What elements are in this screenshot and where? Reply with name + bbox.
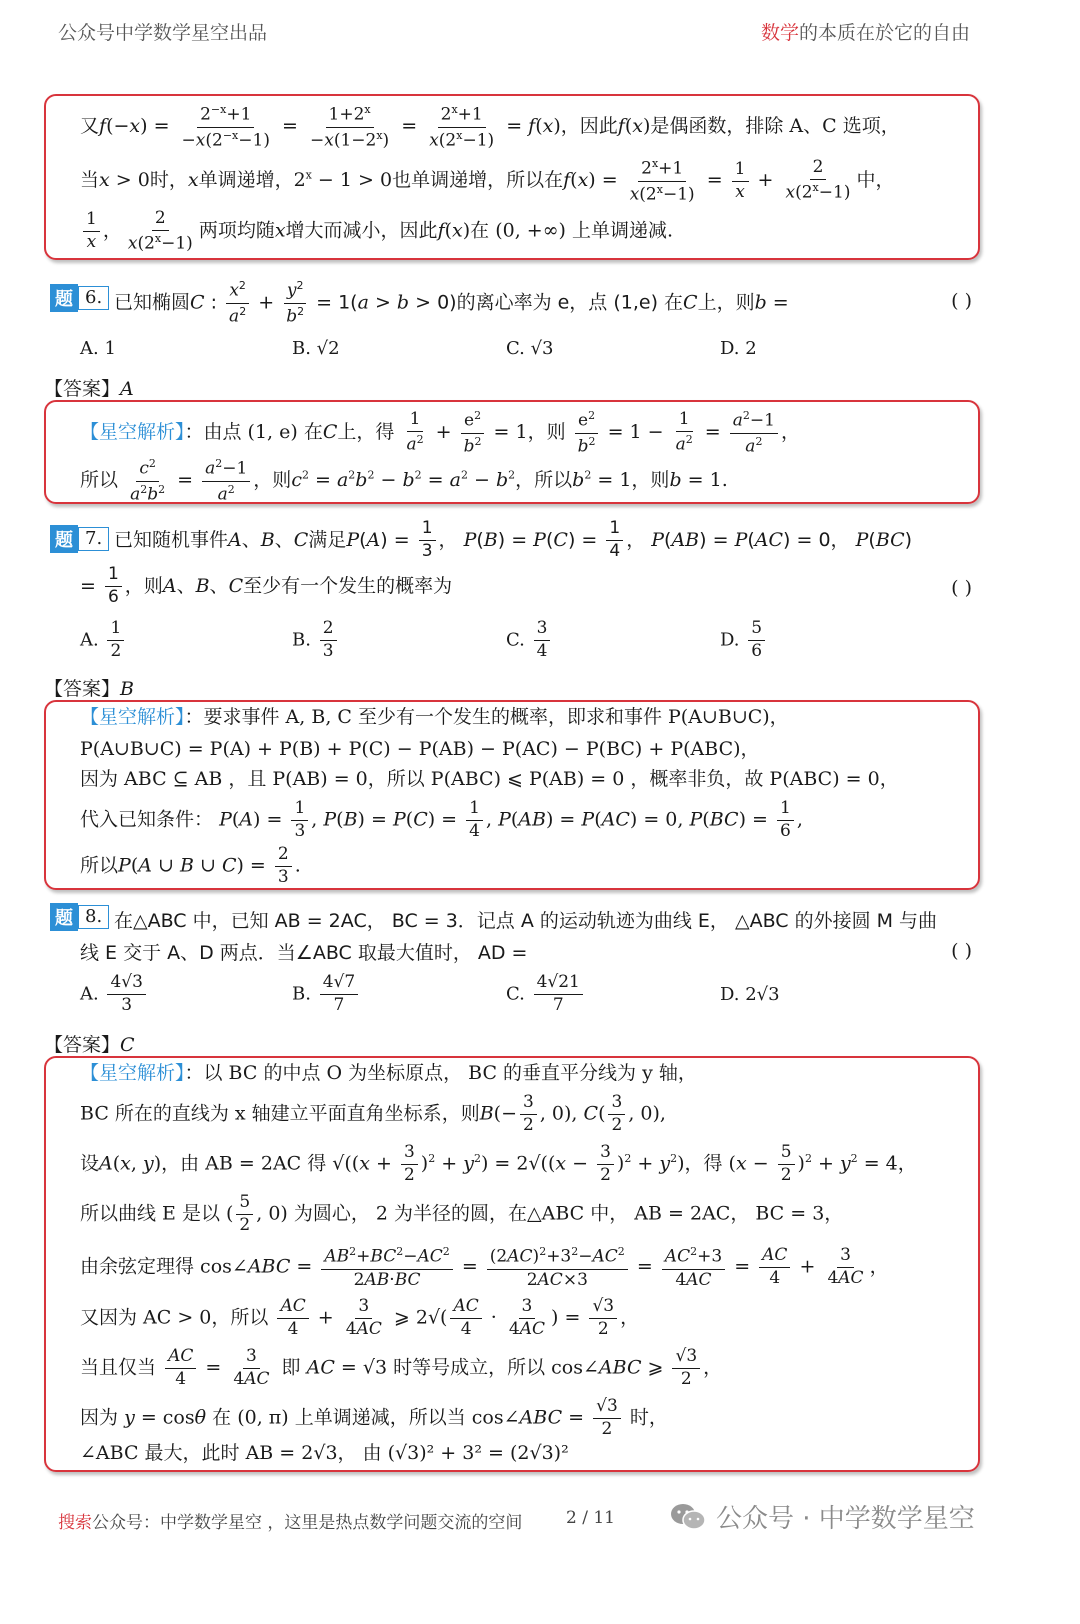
q8-label bbox=[50, 904, 109, 930]
q6-solution-line2: 所以 $\frac{c^2}{a^2b^2}$ = $\frac{a^2-1}{a^2}$ ，则$c^2 = a^2b^2 - b^2 = a^2 - b^2$，所以$b^2 = 1$，则b = 1. bbox=[80, 457, 728, 505]
q7-stem-line2: = $\frac{1}{6}$ ，则A、B、C至少有一个发生的概率为 bbox=[80, 564, 453, 607]
q8-option-b-label: B. bbox=[292, 983, 311, 1005]
q8-sol7-a: 当且仅当 bbox=[80, 1356, 157, 1379]
q7-label bbox=[50, 526, 109, 552]
q7-option-c-label: C. bbox=[506, 629, 525, 651]
q7-solution-line4: 代入已知条件： P(A) = $\frac{1}{3}$ , P(B) = P(C) = $\frac{1}{4}$ , P(AB) = P(AC) = 0, P(BC) = $\frac{1}{6}$ , bbox=[80, 798, 803, 841]
q8-option-a-den: 3 bbox=[121, 994, 133, 1015]
q8-solution-line9: ∠ABC 最大，此时 AB = 2√3， 由 (√3)² + 3² = (2√3)² bbox=[80, 1442, 569, 1464]
q8-answer-value: C bbox=[120, 1034, 135, 1056]
q7-option-d bbox=[720, 620, 768, 661]
q7-solution-line2: P(A∪B∪C) = P(A) + P(B) + P(C) − P(AB) − P(AC) − P(BC) + P(ABC)， bbox=[80, 738, 760, 760]
q7-option-c-den: 4 bbox=[536, 640, 548, 661]
q8-answer-label: 【答案】 bbox=[44, 1034, 121, 1056]
q5-line1-tail2: 是偶函数，排除 A、C 选项， bbox=[650, 115, 900, 137]
q8-stem-line1: 在△ABC 中，已知 AB = 2AC， BC = 3．记点 A 的运动轨迹为曲线 E， △ABC 的外接圆 M 与曲 bbox=[114, 910, 938, 932]
q6-label bbox=[50, 285, 109, 311]
q8-number: 8. bbox=[78, 905, 109, 929]
q5-solution-line1: 又f(−x) = $\frac{2^{-x}+1}{-x(2^{-x}-1)}$ = $\frac{1+2^x}{-x(1-2^x)}$ = $\frac{2^x+1}{x(2^x-1)}$ = f(x)，因此f(x)是偶函数，排除 A、C 选项， bbox=[80, 103, 900, 151]
header-accent: 数学 bbox=[760, 22, 799, 44]
q7-option-c bbox=[506, 620, 553, 661]
q7-stem-d: 至少有一个发生的概率为 bbox=[243, 574, 453, 597]
q6-stem-a: 已知椭圆 bbox=[114, 291, 191, 314]
q6-answer-label: 【答案】 bbox=[44, 378, 121, 400]
footer-search: 搜索 bbox=[58, 1513, 92, 1533]
q8-sol7-c: 时等号成立，所以 bbox=[393, 1356, 546, 1379]
q5-line2-b: 时， bbox=[149, 169, 188, 191]
q8-sol2-a: BC 所在的直线为 x 轴建立平面直角坐标系，则 bbox=[80, 1102, 480, 1125]
q8-option-b bbox=[292, 974, 361, 1015]
q5-line3-b: 两项均随 bbox=[198, 219, 275, 242]
q6-answer bbox=[44, 374, 134, 401]
q5-line3-d: 在 bbox=[470, 219, 490, 242]
q8-sol7-b: 即 bbox=[281, 1356, 301, 1379]
q6-sol1-b: 上，得 bbox=[337, 421, 395, 443]
q6-sol2-b: ，则 bbox=[253, 469, 292, 491]
q6-option-c: C. √3 bbox=[506, 338, 554, 359]
q6-solution-line1: 【星空解析】：由点 (1, e) 在C上，得 $\frac{1}{a^2}$ + $\frac{e^2}{b^2}$ = 1，则 $\frac{e^2}{b^2}$ = 1 − $\frac{1}{a^2}$ = $\frac{a^2-1}{a^2}$ ， bbox=[80, 409, 800, 457]
q5-line2-e: 中， bbox=[856, 169, 895, 191]
q8-solution-line8: 因为 y = cosθ 在 (0, π) 上单调递减，所以当 cos∠ABC = $\frac{√3}{2}$ 时， bbox=[80, 1396, 668, 1439]
q6-answer-value: A bbox=[120, 378, 134, 400]
q6-stem-b: 的离心率为 e，点 (1,e) 在 bbox=[456, 291, 684, 314]
q7-sol5-a: 所以 bbox=[80, 854, 119, 877]
q7-option-d-label: D. bbox=[720, 629, 740, 651]
q6-stem: 已知椭圆C : $\frac{x^2}{a^2}$ + $\frac{y^2}{b^2}$ = 1(a > b > 0)的离心率为 e，点 (1,e) 在C上，则b = bbox=[114, 279, 789, 327]
q8-option-b-den: 7 bbox=[333, 994, 345, 1015]
q7-sol-label: 【星空解析】 bbox=[80, 706, 185, 728]
q5-line3-e: 上单调递减. bbox=[572, 219, 674, 242]
q7-option-a bbox=[80, 620, 127, 661]
q6-sol1-a: ：由点 (1, e) 在 bbox=[184, 421, 323, 443]
q8-sol4-a: 所以曲线 E 是以 bbox=[80, 1202, 220, 1225]
q7-number: 7. bbox=[78, 527, 109, 551]
q8-sol5-a: 由余弦定理得 bbox=[80, 1255, 195, 1278]
q8-sol4-b: 为圆心， 2 为半径的圆，在△ABC 中， AB = 2AC， BC = 3， bbox=[293, 1202, 844, 1225]
q6-answer-paren: ( ) bbox=[951, 290, 972, 312]
q6-sol2-a: 所以 bbox=[80, 469, 119, 491]
q7-option-d-num: 5 bbox=[748, 620, 765, 641]
q7-option-a-den: 2 bbox=[110, 640, 122, 661]
q8-sol8-a: 因为 bbox=[80, 1406, 119, 1429]
q6-option-d: D. 2 bbox=[720, 338, 757, 359]
q7-option-c-num: 3 bbox=[534, 620, 551, 641]
q5-line2-c: 单调递增， bbox=[198, 169, 294, 191]
q8-sol3-a: 设 bbox=[80, 1152, 100, 1175]
q8-stem-line2: 线 E 交于 A、D 两点．当∠ABC 取最大值时， AD = bbox=[80, 942, 528, 964]
q7-stem-c: 则 bbox=[143, 574, 163, 597]
header-left: 公众号中学数学星空出品 bbox=[58, 22, 268, 44]
q6-sol2-d: ，则 bbox=[631, 469, 670, 491]
q6-number: 6. bbox=[78, 286, 109, 310]
q6-tag: 题 bbox=[50, 284, 78, 312]
q6-sol2-c: ，所以 bbox=[515, 469, 573, 491]
q6-option-b: B. √2 bbox=[292, 338, 340, 359]
q8-sol8-d: 时， bbox=[629, 1406, 668, 1429]
footer-desc: 公众号：中学数学星空 ，这里是热点数学问题交流的空间 bbox=[92, 1513, 523, 1533]
q5-line2-d: 也单调递增，所以在 bbox=[392, 169, 564, 191]
q8-solution-line3: 设A(x, y)，由 AB = 2AC 得 √((x + $\frac{3}{2}$ )$^2 + y^2) = 2√((x$ − $\frac{3}{2}$ )$^2 + y^2$)，得 (x − $\frac{5}{2}$ )$^2 + y^2 = 4$， bbox=[80, 1142, 917, 1185]
q8-sol8-b: 在 bbox=[212, 1406, 232, 1429]
q6-stem-c: 上，则 bbox=[697, 291, 755, 314]
q7-solution-line5: 所以P(A ∪ B ∪ C) = $\frac{2}{3}$ . bbox=[80, 844, 301, 887]
q8-solution-line4: 所以曲线 E 是以 ( $\frac{5}{2}$ , 0) 为圆心， 2 为半径的圆，在△ABC 中， AB = 2AC， BC = 3， bbox=[80, 1192, 844, 1235]
q8-sol-label: 【星空解析】 bbox=[80, 1062, 185, 1084]
q8-sol3-c: ，得 bbox=[684, 1152, 723, 1175]
q7-option-b-label: B. bbox=[292, 629, 311, 651]
q8-solution-line5: 由余弦定理得 cos∠ABC = $\frac{AB^2+BC^2-AC^2}{2AB\cdot BC}$ = $\frac{(2AC)^2+3^2-AC^2}{2AC\times 3}$ = $\frac{AC^2+3}{4AC}$ = $\frac{AC}{4}$ + $\frac{3}{4AC}$ ， bbox=[80, 1245, 889, 1290]
q8-option-c-den: 7 bbox=[552, 994, 564, 1015]
q8-option-c-label: C. bbox=[506, 983, 525, 1005]
q7-option-b bbox=[292, 620, 340, 661]
q8-option-c bbox=[506, 974, 586, 1015]
q8-option-a-num: 4√3 bbox=[107, 974, 145, 995]
q7-option-a-num: 1 bbox=[107, 620, 124, 641]
q7-sol4-a: 代入已知条件： bbox=[80, 808, 214, 831]
q7-solution-line1 bbox=[80, 708, 789, 727]
header-motto: 的本质在於它的自由 bbox=[798, 22, 970, 44]
q7-option-d-den: 6 bbox=[751, 640, 763, 661]
q7-option-a-label: A. bbox=[80, 629, 99, 651]
q7-tag: 题 bbox=[50, 525, 78, 553]
q5-line3-c: 增大而减小，因此 bbox=[285, 219, 438, 242]
q8-solution-line7: 当且仅当 $\frac{AC}{4}$ = $\frac{3}{4AC}$ 即 AC = √3 时等号成立，所以 cos∠ABC ⩾ $\frac{√3}{2}$ ， bbox=[80, 1346, 723, 1389]
q8-answer bbox=[44, 1030, 135, 1057]
q5-line2-a: 当 bbox=[80, 169, 100, 191]
q5-line1-text: 又 bbox=[80, 115, 100, 137]
q7-option-b-num: 2 bbox=[320, 620, 337, 641]
q8-sol3-b: ，由 AB = 2AC 得 bbox=[161, 1152, 327, 1175]
footer-text bbox=[58, 1508, 522, 1533]
q7-answer-label: 【答案】 bbox=[44, 678, 121, 700]
watermark bbox=[668, 1498, 975, 1535]
q7-answer-paren: ( ) bbox=[951, 577, 972, 599]
q7-solution-line3: 因为 ABC ⊆ AB ，且 P(AB) = 0，所以 P(ABC) ⩽ P(AB) = 0 ，概率非负，故 P(ABC) = 0， bbox=[80, 768, 899, 790]
page-number: 2 / 11 bbox=[566, 1508, 615, 1528]
q8-answer-paren: ( ) bbox=[951, 940, 972, 962]
q8-option-b-num: 4√7 bbox=[320, 974, 358, 995]
q8-sol8-c: 上单调递减，所以当 bbox=[294, 1406, 466, 1429]
q6-option-a: A. 1 bbox=[80, 338, 116, 359]
watermark-text: 公众号 · 中学数学星空 bbox=[716, 1504, 975, 1534]
q8-sol1: ：以 BC 的中点 O 为坐标原点， BC 的垂直平分线为 y 轴， bbox=[184, 1062, 697, 1084]
q7-stem-b: 满足 bbox=[308, 528, 347, 551]
q8-option-d: D. 2√3 bbox=[720, 984, 780, 1005]
q5-line1-tail: ，因此 bbox=[560, 115, 618, 137]
q6-sol1-c: ，则 bbox=[527, 421, 566, 443]
q7-answer-value: B bbox=[120, 678, 134, 700]
q8-option-a-label: A. bbox=[80, 983, 99, 1005]
wechat-icon bbox=[668, 1501, 708, 1533]
q8-solution-line6: 又因为 AC > 0，所以 $\frac{AC}{4}$ + $\frac{3}{4AC}$ ⩾ 2√( $\frac{AC}{4}$ · $\frac{3}{4AC}$ ) = $\frac{√3}{2}$ ， bbox=[80, 1296, 640, 1339]
q8-solution-line1 bbox=[80, 1064, 697, 1083]
q8-option-c-num: 4√21 bbox=[534, 974, 583, 995]
q8-option-a bbox=[80, 974, 149, 1015]
q7-sol1: ：要求事件 A, B, C 至少有一个发生的概率，即求和事件 P(A∪B∪C)， bbox=[184, 706, 789, 728]
q7-option-b-den: 3 bbox=[322, 640, 334, 661]
header-right bbox=[761, 18, 970, 45]
q6-sol-label: 【星空解析】 bbox=[80, 421, 185, 443]
q7-answer bbox=[44, 674, 134, 701]
q8-tag: 题 bbox=[50, 903, 78, 931]
q5-solution-line2: 当x > 0时，x单调递增，$2^x - 1 > 0$也单调递增，所以在f(x) = $\frac{2^x+1}{x(2^x-1)}$ = $\frac{1}{x}$ + $\frac{2}{x(2^x-1)}$ 中， bbox=[80, 157, 895, 205]
q5-solution-line3: $\frac{1}{x}$ ， $\frac{2}{x(2^x-1)}$ 两项均随x增大而减小，因此f(x)在 (0, +∞) 上单调递减. bbox=[80, 210, 673, 253]
q8-solution-line2: BC 所在的直线为 x 轴建立平面直角坐标系，则B(− $\frac{3}{2}$ , 0), C( $\frac{3}{2}$ , 0), bbox=[80, 1092, 666, 1135]
q7-stem-line1: 已知随机事件A、B、C满足P(A) = $\frac{1}{3}$ ， P(B) = P(C) = $\frac{1}{4}$ ， P(AB) = P(AC) = 0， P(BC) bbox=[114, 518, 913, 561]
q8-sol6-a: 又因为 AC > 0，所以 bbox=[80, 1306, 269, 1329]
q7-stem-a: 已知随机事件 bbox=[114, 528, 229, 551]
